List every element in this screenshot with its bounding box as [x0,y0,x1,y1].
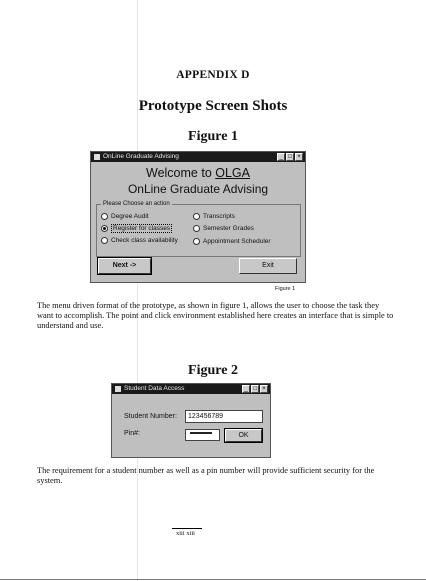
app-icon [115,386,121,392]
student-number-label: Student Number: [124,413,177,420]
olga-brand: OLGA [215,166,250,180]
exit-button[interactable]: Exit [239,258,297,274]
app-icon [94,154,100,160]
radio-icon[interactable] [193,213,200,220]
option-check-availability[interactable]: Check class availability [101,237,178,245]
pin-field[interactable] [185,429,220,441]
footer-rule [172,528,202,529]
section-heading: Prototype Screen Shots [138,98,288,114]
appendix-heading: APPENDIX D [176,69,250,81]
next-button[interactable]: Next -> [98,258,151,274]
close-icon[interactable]: × [260,385,268,393]
option-semester-grades[interactable]: Semester Grades [193,225,254,233]
option-register[interactable]: Register for classes [101,225,172,233]
olga-main-window [90,151,306,283]
app-name: OnLine Graduate Advising [127,182,269,196]
student-data-window [111,383,271,458]
radio-icon[interactable] [101,237,108,244]
close-icon[interactable]: × [295,153,303,161]
radio-selected-icon[interactable] [101,225,108,232]
minimize-icon[interactable]: _ [242,385,250,393]
figure1-title: Figure 1 [188,129,238,144]
pin-mask [190,432,212,434]
radio-icon[interactable] [193,238,200,245]
window-title: Student Data Access [124,385,185,392]
student-number-field[interactable]: 123456789 [185,410,263,423]
figure1-caption: Figure 1 [275,286,296,292]
action-group [96,201,301,257]
page-edge [0,579,426,580]
maximize-icon[interactable]: □ [251,385,259,393]
group-label: Please Choose an action [103,201,170,207]
option-appointment[interactable]: Appointment Scheduler [193,238,271,246]
window-title: OnLine Graduate Advising [103,153,179,160]
radio-icon[interactable] [101,213,108,220]
welcome-heading: Welcome to OLGA [146,166,250,180]
paragraph-figure2: The requirement for a student number as well as a pin number will provide sufficient security for the system. [37,466,375,485]
scan-gutter-line [137,0,138,581]
window-titlebar [91,152,305,162]
page-number: xiii xiii [176,530,195,537]
radio-icon[interactable] [193,225,200,232]
minimize-icon[interactable]: _ [277,153,285,161]
maximize-icon[interactable]: □ [286,153,294,161]
option-transcripts[interactable]: Transcripts [193,213,235,221]
figure2-title: Figure 2 [188,363,238,378]
window-titlebar [112,384,270,394]
pin-label: Pin#: [124,430,140,437]
option-degree-audit[interactable]: Degree Audit [101,213,149,221]
paragraph-figure1: The menu driven format of the prototype, as shown in figure 1, allows the user to choose the task they want to accomplish. The point and click environment established here creates an interface that is simple to understand and use. [37,301,394,330]
ok-button[interactable]: OK [225,429,262,442]
